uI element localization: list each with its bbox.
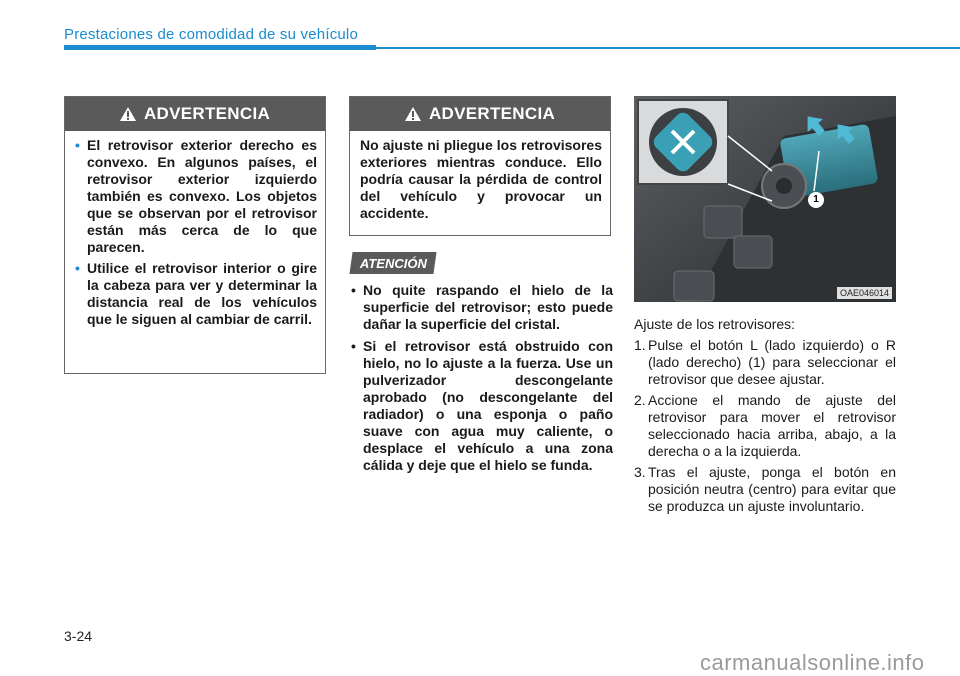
warning-header bbox=[350, 97, 610, 131]
step-text: Tras el ajuste, ponga el botón en posición neutra (centro) para evitar que se produzca un ajuste involuntario. bbox=[648, 464, 896, 514]
warning-heading: ADVERTENCIA bbox=[143, 104, 271, 123]
photo-code: OAE046014 bbox=[837, 287, 892, 299]
watermark: carmanualsonline.info bbox=[700, 650, 925, 675]
list-item bbox=[351, 338, 613, 474]
warning-box-middle bbox=[349, 96, 611, 236]
warning-body bbox=[65, 131, 325, 340]
list-item bbox=[351, 282, 613, 333]
attention-badge bbox=[349, 252, 436, 274]
list-item bbox=[634, 392, 896, 460]
warning-item-text: Utilice el retrovisor interior o gire la cabeza para ver y determinar la distancia real de los vehículos que le siguen al cambiar de carril. bbox=[87, 260, 317, 327]
list-item bbox=[634, 464, 896, 515]
step-number: 2. bbox=[634, 392, 646, 408]
warning-header bbox=[65, 97, 325, 131]
callout-number: 1 bbox=[813, 194, 819, 205]
step-number: 1. bbox=[634, 337, 646, 353]
list-item bbox=[75, 137, 317, 256]
mirror-switch-photo bbox=[634, 96, 896, 302]
bullet-icon: • bbox=[75, 137, 80, 153]
warning-heading: ADVERTENCIA bbox=[428, 104, 556, 123]
list-item bbox=[75, 260, 317, 328]
warning-item-text: El retrovisor exterior derecho es convexo. En algunos países, el retrovisor exterior izquierdo también es convexo. Los objetos que se observan por el retrovisor están más cerca de lo que parecen. bbox=[87, 137, 317, 255]
bullet-icon: • bbox=[75, 260, 80, 276]
attention-item-text: Si el retrovisor está obstruido con hielo, no lo ajuste a la fuerza. Use un pulverizador descongelante aprobado (no descongelante del radiador) o una esponja o paño suave con agua muy caliente, o desplace el vehículo a una zona cálida y deje que el hielo se funda. bbox=[363, 338, 613, 473]
bullet-icon: • bbox=[351, 282, 356, 298]
attention-item-text: No quite raspando el hielo de la superficie del retrovisor; esto puede dañar la superficie del cristal. bbox=[363, 282, 613, 332]
header-title: Prestaciones de comodidad de su vehículo bbox=[64, 26, 359, 43]
instructions-intro: Ajuste de los retrovisores: bbox=[634, 316, 796, 332]
warning-triangle-icon bbox=[120, 107, 136, 121]
step-text: Pulse el botón L (lado izquierdo) o R (lado derecho) (1) para seleccionar el retrovisor que desee ajustar. bbox=[648, 337, 896, 387]
mirror-switch-illustration bbox=[634, 96, 896, 302]
step-text: Accione el mando de ajuste del retrovisor para mover el retrovisor seleccionado hacia arriba, abajo, a la derecha o a la izquierda. bbox=[648, 392, 896, 459]
step-number: 3. bbox=[634, 464, 646, 480]
warning-text: No ajuste ni pliegue los retrovisores exteriores mientras conduce. Ello podría causar la pérdida de control del vehículo y provocar un accidente. bbox=[360, 137, 602, 221]
list-item bbox=[634, 337, 896, 388]
bullet-icon: • bbox=[351, 338, 356, 354]
attention-list bbox=[351, 282, 613, 479]
page-number: 3-24 bbox=[64, 628, 93, 644]
instructions bbox=[634, 316, 896, 519]
attention-label: ATENCIÓN bbox=[359, 255, 427, 271]
warning-box-left bbox=[64, 96, 326, 374]
header-rule-accent bbox=[64, 45, 376, 50]
warning-body bbox=[350, 131, 610, 230]
warning-triangle-icon bbox=[405, 107, 421, 121]
